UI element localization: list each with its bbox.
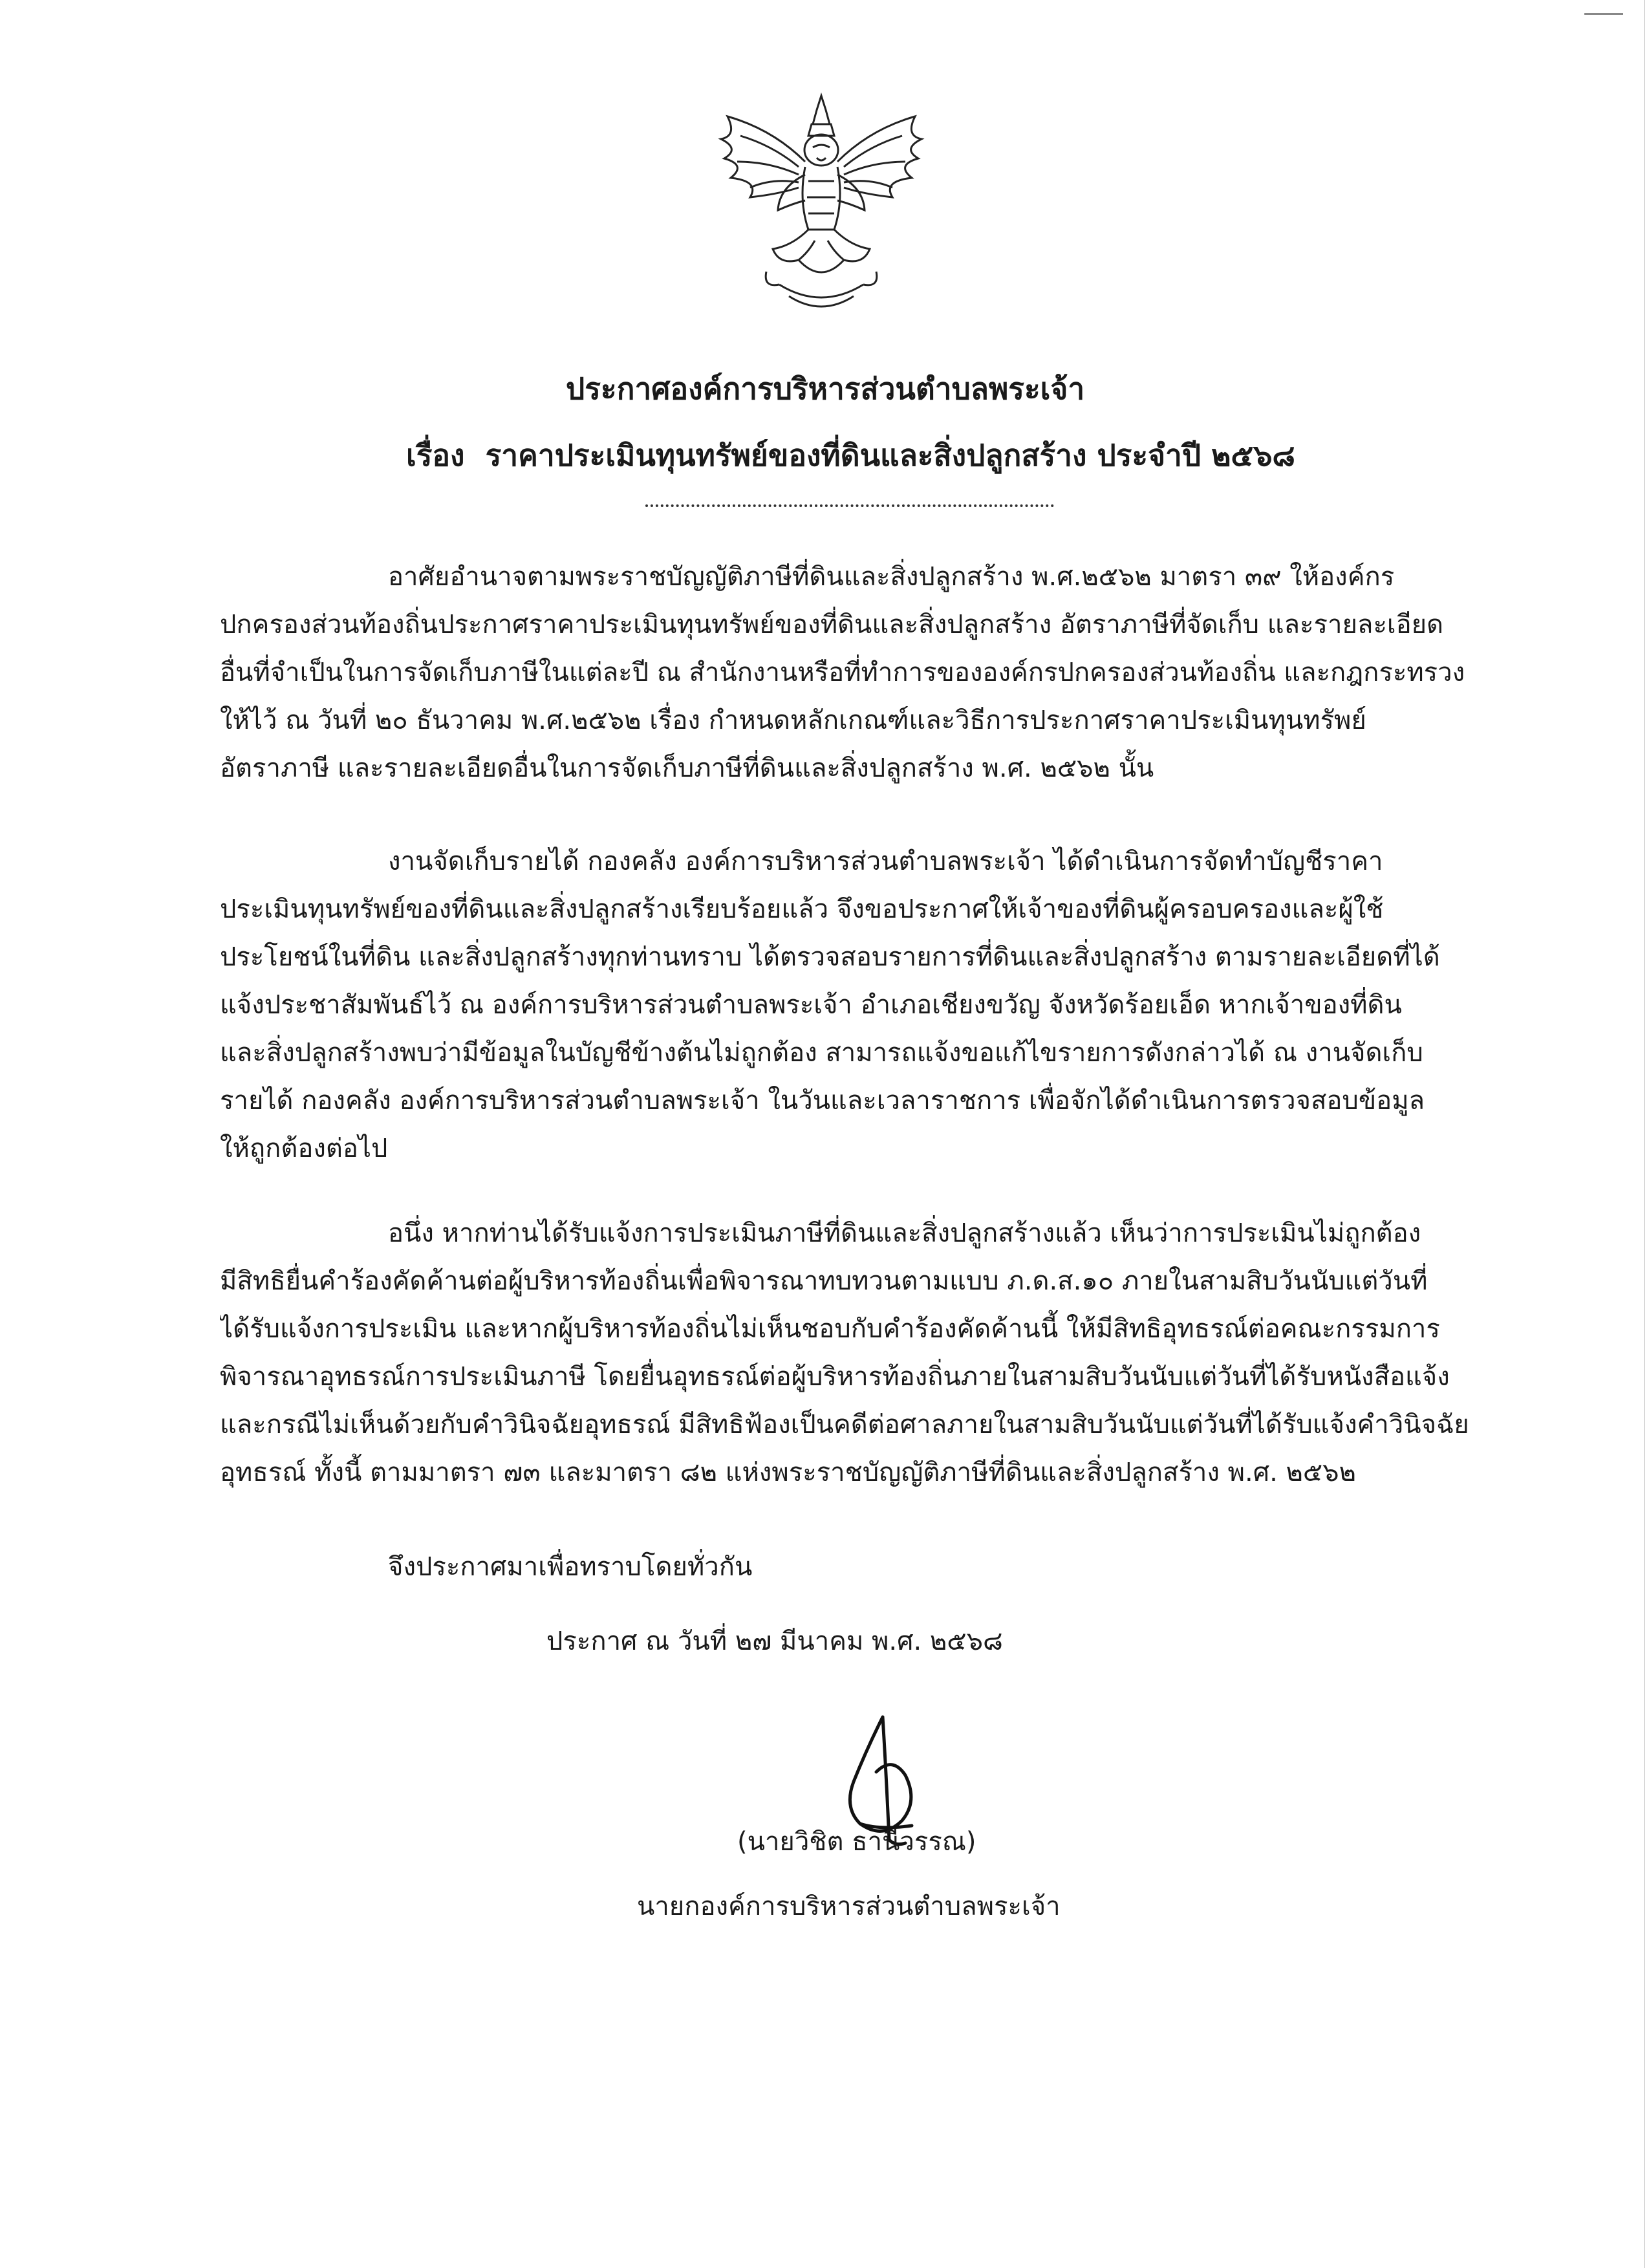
subject-text: ราคาประเมินทุนทรัพย์ของที่ดินและสิ่งปลูกสร้าง ประจำปี ๒๕๖๘ bbox=[485, 438, 1295, 473]
closing-statement: จึงประกาศมาเพื่อทราบโดยทั่วกัน bbox=[388, 1552, 753, 1582]
document-subject bbox=[406, 432, 1295, 479]
paragraph-line: และกรณีไม่เห็นด้วยกับคำวินิจฉัยอุทธรณ์ มีสิทธิฟ้องเป็นคดีต่อศาลภายในสามสิบวันนับแต่วันที่ได้รับแจ้งคำวินิจฉัย bbox=[220, 1410, 1469, 1440]
paragraph-line: แจ้งประชาสัมพันธ์ไว้ ณ องค์การบริหารส่วนตำบลพระเจ้า อำเภอเชียงขวัญ จังหวัดร้อยเอ็ด หากเจ้าของที่ดิน bbox=[220, 990, 1402, 1020]
signer-name: (นายวิชิต ธานีวรรณ) bbox=[737, 1827, 976, 1857]
paragraph-line: ให้ถูกต้องต่อไป bbox=[220, 1134, 388, 1163]
paragraph-line: อาศัยอำนาจตามพระราชบัญญัติภาษีที่ดินและสิ่งปลูกสร้าง พ.ศ.๒๕๖๒ มาตรา ๓๙ ให้องค์กร bbox=[388, 562, 1395, 592]
page-edge bbox=[1644, 0, 1645, 2268]
scan-edge-mark bbox=[1584, 0, 1623, 15]
paragraph-line: ประเมินทุนทรัพย์ของที่ดินและสิ่งปลูกสร้างเรียบร้อยแล้ว จึงขอประกาศให้เจ้าของที่ดินผู้ครอบครองและผู้ใช้ bbox=[220, 894, 1384, 924]
paragraph-line: และสิ่งปลูกสร้างพบว่ามีข้อมูลในบัญชีข้างต้นไม่ถูกต้อง สามารถแจ้งขอแก้ไขรายการดังกล่าวได้ ณ งานจัดเก็บ bbox=[220, 1038, 1423, 1068]
paragraph-line: ได้รับแจ้งการประเมิน และหากผู้บริหารท้องถิ่นไม่เห็นชอบกับคำร้องคัดค้านนี้ ให้มีสิทธิอุทธรณ์ต่อคณะกรรมการ bbox=[220, 1314, 1440, 1344]
paragraph-line: มีสิทธิยื่นคำร้องคัดค้านต่อผู้บริหารท้องถิ่นเพื่อพิจารณาทบทวนตามแบบ ภ.ด.ส.๑๐ ภายในสามสิบวันนับแต่วันที่ bbox=[220, 1266, 1428, 1296]
paragraph-line: พิจารณาอุทธรณ์การประเมินภาษี โดยยื่นอุทธรณ์ต่อผู้บริหารท้องถิ่นภายในสามสิบวันนับแต่วันที่ได้รับหนังสือแจ้ง bbox=[220, 1362, 1450, 1392]
paragraph-line: อัตราภาษี และรายละเอียดอื่นในการจัดเก็บภาษีที่ดินและสิ่งปลูกสร้าง พ.ศ. ๒๕๖๒ นั้น bbox=[220, 753, 1154, 783]
announcement-date: ประกาศ ณ วันที่ ๒๗ มีนาคม พ.ศ. ๒๕๖๘ bbox=[546, 1626, 1003, 1656]
paragraph-authority bbox=[220, 553, 1481, 792]
subject-label: เรื่อง bbox=[406, 438, 465, 473]
paragraph-line: รายได้ กองคลัง องค์การบริหารส่วนตำบลพระเจ้า ในวันและเวลาราชการ เพื่อจักได้ดำเนินการตรวจสอบข้อมูล bbox=[220, 1086, 1425, 1116]
dotted-divider bbox=[645, 504, 1054, 507]
garuda-emblem-icon bbox=[702, 91, 941, 323]
paragraph-line: อุทธรณ์ ทั้งนี้ ตามมาตรา ๗๓ และมาตรา ๘๒ แห่งพระราชบัญญัติภาษีที่ดินและสิ่งปลูกสร้าง พ.ศ. ๒๕๖๒ bbox=[220, 1458, 1356, 1487]
paragraph-line: ให้ไว้ ณ วันที่ ๒๐ ธันวาคม พ.ศ.๒๕๖๒ เรื่อง กำหนดหลักเกณฑ์และวิธีการประกาศราคาประเมินทุนทรัพย์ bbox=[220, 706, 1366, 735]
paragraph-line: ปกครองส่วนท้องถิ่นประกาศราคาประเมินทุนทรัพย์ของที่ดินและสิ่งปลูกสร้าง อัตราภาษีที่จัดเก็บ และรายละเอียด bbox=[220, 610, 1444, 640]
document-title: ประกาศองค์การบริหารส่วนตำบลพระเจ้า bbox=[566, 371, 1085, 406]
paragraph-notice bbox=[220, 837, 1481, 1172]
paragraph-line: ประโยชน์ในที่ดิน และสิ่งปลูกสร้างทุกท่านทราบ ได้ตรวจสอบรายการที่ดินและสิ่งปลูกสร้าง ตามรายละเอียดที่ได้ bbox=[220, 942, 1440, 972]
paragraph-line: งานจัดเก็บรายได้ กองคลัง องค์การบริหารส่วนตำบลพระเจ้า ได้ดำเนินการจัดทำบัญชีราคา bbox=[388, 847, 1383, 876]
paragraph-line: อนึ่ง หากท่านได้รับแจ้งการประเมินภาษีที่ดินและสิ่งปลูกสร้างแล้ว เห็นว่าการประเมินไม่ถูกต้อง bbox=[388, 1218, 1421, 1248]
signer-title: นายกองค์การบริหารส่วนตำบลพระเจ้า bbox=[637, 1892, 1061, 1921]
paragraph-appeal bbox=[220, 1209, 1481, 1496]
paragraph-line: อื่นที่จำเป็นในการจัดเก็บภาษีในแต่ละปี ณ สำนักงานหรือที่ทำการขององค์กรปกครองส่วนท้องถิ่น และกฎกระทรวง bbox=[220, 658, 1465, 687]
